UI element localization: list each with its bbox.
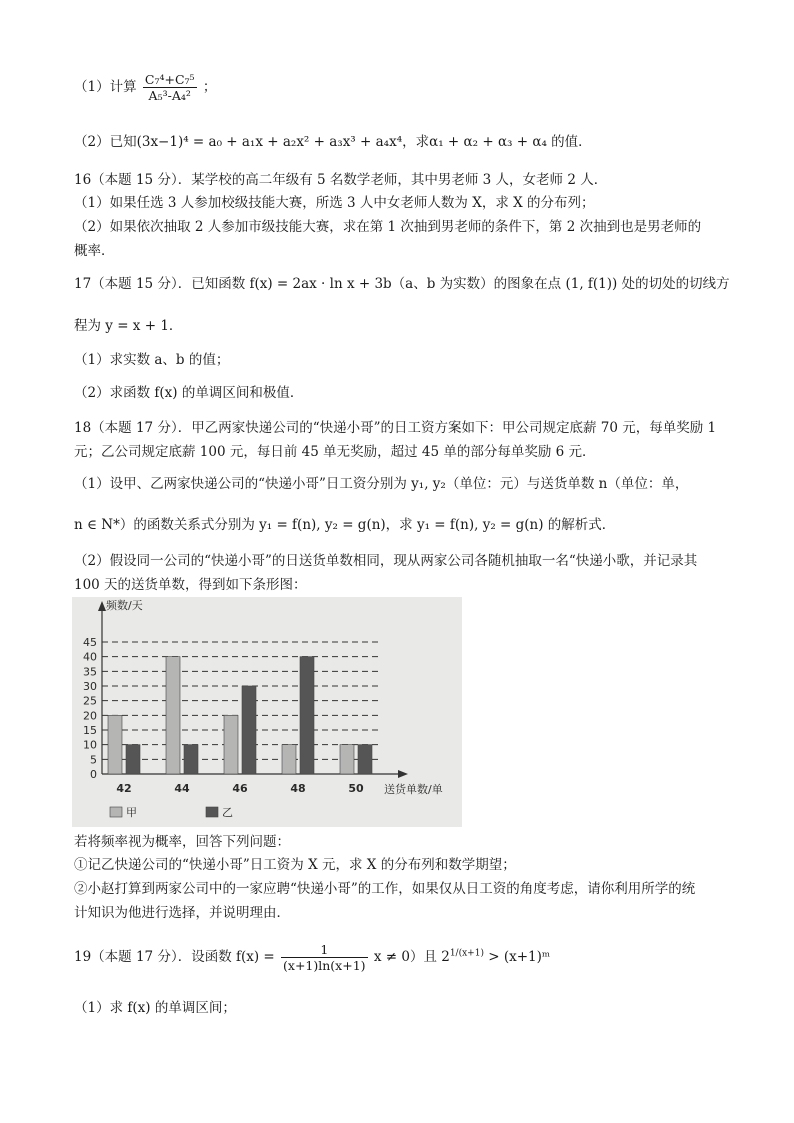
legend-label: 乙 bbox=[222, 806, 233, 819]
q19-title-tail: x ≠ 0）且 2 bbox=[373, 949, 450, 965]
q15-part1-label: （1）计算 bbox=[74, 79, 137, 95]
bar-jia bbox=[282, 745, 296, 774]
bar-yi bbox=[300, 657, 314, 774]
x-tick-label: 46 bbox=[232, 782, 248, 795]
y-tick-label: 15 bbox=[83, 724, 97, 737]
bar-yi bbox=[126, 745, 140, 774]
bar-jia bbox=[166, 657, 180, 774]
q15-fraction bbox=[143, 72, 197, 103]
y-axis-label: 频数/天 bbox=[106, 599, 143, 612]
bar-jia bbox=[224, 715, 238, 774]
bar-chart bbox=[72, 597, 462, 827]
q19-fraction-numerator: 1 bbox=[281, 942, 368, 958]
q18-title-line2: 元；乙公司规定底薪 100 元，每日前 45 单无奖励，超过 45 单的部分每单奖励 6 元． bbox=[74, 444, 596, 460]
q19-title-end: > (x+1)ᵐ bbox=[488, 949, 551, 965]
bar-jia bbox=[340, 745, 354, 774]
y-tick-label: 10 bbox=[83, 738, 97, 752]
bar-yi bbox=[242, 686, 256, 774]
y-tick-label: 40 bbox=[83, 650, 97, 664]
q16-part2-line2: 概率． bbox=[74, 243, 115, 259]
q18-part2-line2: 100 天的送货单数，得到如下条形图： bbox=[74, 577, 307, 593]
y-tick-label: 5 bbox=[90, 753, 97, 767]
q19-title bbox=[74, 942, 550, 973]
q18-part2-line1: （2）假设同一公司的“快递小哥”的日送货单数相同，现从两家公司各随机抽取一名“快递小歌，并记录其 bbox=[74, 553, 698, 569]
q18-sub1: ①记乙快递公司的“快递小哥”日工资为 X 元，求 X 的分布列和数学期望； bbox=[74, 857, 516, 873]
q15-part2: （2）已知(3x−1)⁴ = a₀ + a₁x + a₂x² + a₃x³ + a₄x⁴，求α₁ + α₂ + α₃ + α₄ 的值． bbox=[74, 134, 592, 150]
q15-part1-end: ； bbox=[202, 79, 217, 95]
q16-part1: （1）如果任选 3 人参加校级技能大赛，所选 3 人中女老师人数为 X，求 X 的分布列； bbox=[74, 195, 595, 211]
q15-fraction-denominator: A₅³-A₄² bbox=[148, 88, 191, 103]
legend-swatch bbox=[206, 807, 218, 817]
q17-title-line2: 程为 y = x + 1． bbox=[74, 318, 183, 334]
legend-label: 甲 bbox=[126, 806, 137, 819]
q19-fraction bbox=[281, 942, 368, 973]
y-tick-label: 0 bbox=[90, 768, 97, 781]
q16-title: 16（本题 15 分）．某学校的高二年级有 5 名数学老师，其中男老师 3 人，女老师 2 人． bbox=[74, 172, 608, 188]
x-axis-arrow bbox=[398, 770, 408, 778]
q17-part1: （1）求实数 a、b 的值； bbox=[74, 352, 230, 368]
bar-yi bbox=[184, 745, 198, 774]
q18-after-chart: 若将频率视为概率，回答下列问题： bbox=[74, 834, 290, 850]
q19-part1: （1）求 f(x) 的单调区间； bbox=[74, 1000, 236, 1016]
bar-chart-panel bbox=[72, 597, 462, 827]
y-tick-label: 45 bbox=[83, 636, 97, 649]
y-tick-label: 35 bbox=[83, 665, 97, 679]
q19-exponent: 1/(x+1) bbox=[449, 948, 484, 959]
y-tick-label: 20 bbox=[83, 709, 97, 723]
q15-part1 bbox=[74, 72, 216, 103]
y-axis-arrow bbox=[98, 601, 106, 611]
q18-sub2-line2: 计知识为他进行选择，并说明理由． bbox=[74, 905, 290, 921]
x-tick-label: 50 bbox=[348, 782, 364, 795]
q18-sub2-line1: ②小赵打算到两家公司中的一家应聘“快递小哥”的工作，如果仅从日工资的角度考虑，请你利用所学的统 bbox=[74, 881, 696, 897]
q17-title-line1: 17（本题 15 分）．已知函数 f(x) = 2ax · ln x + 3b（a、b 为实数）的图象在点 (1, f(1)) 处的切处的切线方 bbox=[74, 276, 730, 292]
q15-fraction-numerator: C₇⁴+C₇⁵ bbox=[144, 72, 195, 87]
q18-part1-line1: （1）设甲、乙两家快递公司的“快递小哥”日工资分别为 y₁, y₂（单位：元）与送货单数 n（单位：单， bbox=[74, 476, 689, 492]
q16-part2-line1: （2）如果依次抽取 2 人参加市级技能大赛，求在第 1 次抽到男老师的条件下，第 2 次抽到也是男老师的 bbox=[74, 219, 702, 235]
y-tick-label: 30 bbox=[83, 680, 97, 693]
x-tick-label: 42 bbox=[116, 782, 132, 795]
legend-swatch bbox=[110, 807, 122, 817]
q19-title-text: 19（本题 17 分）．设函数 f(x) = bbox=[74, 949, 275, 965]
x-tick-label: 44 bbox=[174, 782, 190, 795]
q18-part1-line2: n ∈ N*）的函数关系式分别为 y₁ = f(n), y₂ = g(n)，求 y₁ = f(n), y₂ = g(n) 的解析式． bbox=[74, 517, 616, 533]
y-tick-label: 25 bbox=[83, 694, 97, 708]
x-axis-label: 送货单数/单 bbox=[384, 783, 443, 796]
bar-yi bbox=[358, 745, 372, 774]
q17-part2: （2）求函数 f(x) 的单调区间和极值． bbox=[74, 385, 304, 401]
q19-fraction-denominator: (x+1)ln(x+1) bbox=[283, 958, 366, 973]
x-tick-label: 48 bbox=[290, 782, 306, 795]
bar-jia bbox=[108, 715, 122, 774]
q18-title-line1: 18（本题 17 分）．甲乙两家快递公司的“快递小哥”的日工资方案如下：甲公司规定底薪 70 元，每单奖励 1 bbox=[74, 420, 717, 436]
